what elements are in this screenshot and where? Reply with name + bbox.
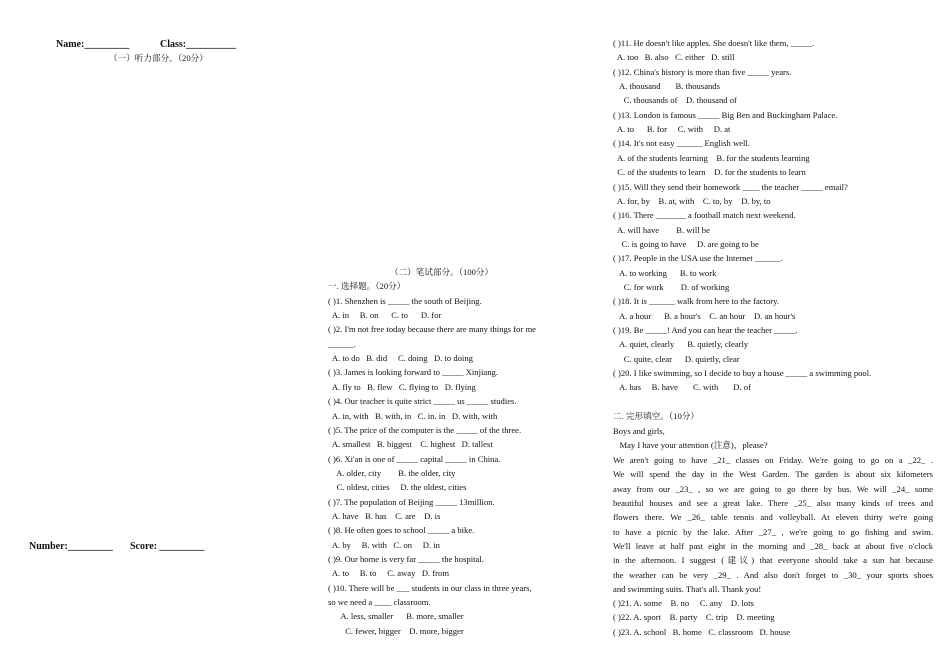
passage-line: We aren't going to have _21_ classes on Friday. We're going to go on a _22_ . (613, 455, 933, 465)
question-line: ( )7. The population of Beijing _____ 13million. (328, 496, 495, 507)
question-line: A. has B. have C. with D. of (613, 382, 751, 393)
question-line: A. to B. for C. with D. at (613, 124, 731, 135)
question-line: A. to working B. to work (613, 267, 717, 278)
written-section-heading: （二）笔试部分。（100分） (390, 267, 494, 277)
cloze-attention: May I have your attention (注意)，please? (613, 440, 768, 450)
question-line: A. too B. also C. either D. still (613, 52, 735, 63)
question-line: ( )17. People in the USA use the Internet ______. (613, 253, 783, 264)
question-line: ( )21. A. some B. no C. any D. lots (613, 598, 754, 608)
passage-line: the weather can be very _29_ . And also don't forget to _30_ your sports shoes (613, 569, 933, 580)
passage-line: flowers there. We _26_ table tennis and volleyball. At eleven thirty we're going (613, 512, 933, 523)
question-line: ( )5. The price of the computer is the _____ of the three. (328, 424, 522, 435)
question-line: C. oldest, cities D. the oldest, cities (328, 482, 467, 493)
choice-heading: 一. 选择题。（20分） (328, 281, 406, 292)
question-line: ( )16. There _______ a football match next weekend. (613, 210, 796, 221)
question-line: ( )18. It is ______ walk from here to the factory. (613, 296, 780, 307)
question-line: ( )11. He doesn't like apples. She doesn't like them, _____. (613, 38, 815, 48)
question-line: A. in, with B. with, in C. in. in D. with, with (328, 410, 498, 421)
question-line: A. older, city B. the older, city (328, 467, 456, 478)
question-line: A. to do B. did C. doing D. to doing (328, 353, 473, 364)
question-line: ( )3. James is looking forward to _____ Xinjiang. (328, 367, 498, 378)
question-line: C. quite, clear D. quietly, clear (613, 353, 740, 364)
question-line: A. will have B. will be (613, 224, 710, 235)
listening-heading: （一）听力部分。（20分） (109, 53, 208, 63)
question-line: ( )15. Will they send their homework ____ the teacher _____ email? (613, 181, 848, 192)
score-field: Score: _________ (130, 541, 205, 552)
question-line: ( )4. Our teacher is quite strict _____ us _____ studies. (328, 396, 517, 407)
question-line: A. to B. to C. away D. from (328, 568, 450, 579)
question-line: ( )20. I like swimming, so I decide to buy a house _____ a swimming pool. (613, 368, 872, 379)
question-line: ( )22. A. sport B. party C. trip D. meeting (613, 612, 775, 623)
passage-line: We'll leave at half past eight in the morning and _28_ back at about five o'clock (613, 541, 933, 552)
question-line: ( )14. It's not easy ______ English well. (613, 138, 750, 149)
question-line: ( )8. He often goes to school _____ a bike. (328, 525, 475, 536)
number-field: Number:_________ (29, 541, 113, 552)
question-line: ( )2. I'm not free today because there are many things for me (328, 324, 536, 335)
name-field: Name:_________ (56, 39, 130, 50)
question-line: A. smallest B. biggest C. highest D. tallest (328, 439, 493, 450)
question-line: ( )12. China's history is more than five _____ years. (613, 66, 792, 77)
question-line: A. a hour B. a hour's C. an hour D. an hour's (613, 310, 796, 321)
question-line: C. fewer, bigger D. more, bigger (328, 625, 464, 636)
passage-line: away from our _23_ , so we are going to go there by bus. We will _24_ some (613, 483, 933, 494)
question-line: ( )19. Be _____! And you can hear the teacher _____. (613, 325, 798, 335)
passage-line: We will spend the day in the West Garden. The garden is about six kilometers (613, 469, 933, 480)
question-line: A. fly to B. flew C. flying to D. flying (328, 381, 476, 392)
question-line: ______. (328, 338, 356, 349)
passage-line: beautiful houses and see a great lake. There _25_ also many kinds of trees and (613, 498, 933, 509)
cloze-heading: 二. 完形填空。（10分） (613, 411, 699, 421)
class-field: Class:__________ (160, 39, 237, 50)
question-line: A. quiet, clearly B. quietly, clearly (613, 339, 749, 350)
question-line: C. of the students to learn D. for the students to learn (613, 167, 806, 178)
passage-line: in the afternoon. I suggest (建议) that everyone should take a sun hat because (613, 555, 933, 566)
middle-column (328, 0, 578, 671)
passage-line: to have a picnic by the lake. After _27_ , we're going to go fishing and swim. (613, 526, 933, 537)
question-line: A. of the students learning B. for the students learning (613, 152, 810, 163)
passage-line: and swimming suits. That's all. Thank you! (613, 584, 762, 594)
question-line: ( )1. Shenzhen is _____ the south of Beijing. (328, 295, 482, 306)
question-line: A. for, by B. at, with C. to, by D. by, to (613, 195, 771, 206)
question-line: ( )9. Our home is very far _____ the hospital. (328, 554, 484, 564)
question-line: A. less, smaller B. more, smaller (328, 611, 464, 622)
cloze-greeting: Boys and girls, (613, 426, 665, 436)
question-line: so we need a ____ classroom. (328, 597, 431, 608)
question-line: C. is going to have D. are going to be (613, 238, 759, 249)
question-line: ( )6. Xi'an is one of _____ capital _____ in China. (328, 453, 501, 464)
question-line: ( )23. A. school B. home C. classroom D. house (613, 626, 791, 637)
question-line: A. have B. has C. are D. is (328, 510, 441, 521)
question-line: ( )10. There will be ___ students in our class in three years, (328, 582, 532, 593)
right-column (613, 0, 938, 671)
question-line: C. thousands of D. thousand of (613, 95, 737, 106)
question-line: A. by B. with C. on D. in (328, 539, 440, 550)
question-line: A. thousand B. thousands (613, 81, 720, 92)
question-line: A. in B. on C. to D. for (328, 310, 442, 321)
question-line: C. for work D. of working (613, 281, 730, 292)
question-line: ( )13. London is famous _____ Big Ben and Buckingham Palace. (613, 109, 838, 120)
